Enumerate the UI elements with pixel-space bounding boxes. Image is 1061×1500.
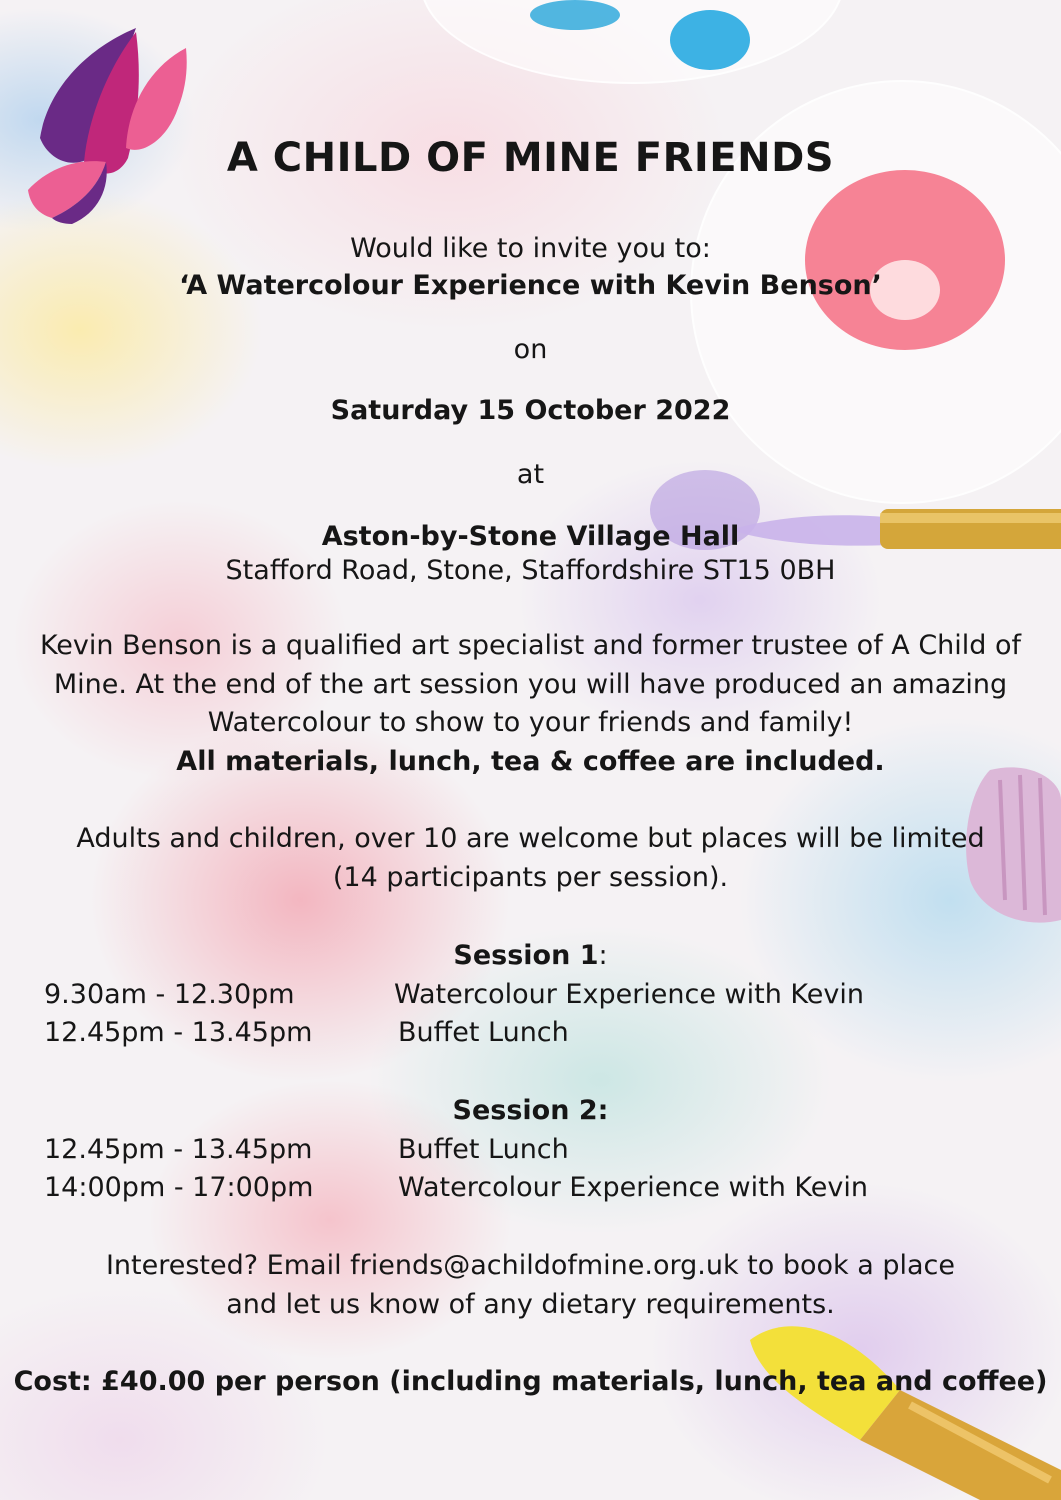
event-name: ‘A Watercolour Experience with Kevin Benson’ [179,270,882,301]
on-word: on [513,334,548,365]
cost-line: Cost: £40.00 per person (including materials, lunch, tea and coffee) [13,1366,1048,1397]
schedule-activity: Buffet Lunch [398,1017,569,1048]
description-line: Watercolour to show to your friends and family! [207,707,854,738]
description-line: Kevin Benson is a qualified art specialist and former trustee of A Child of [39,630,1022,661]
contact-line: and let us know of any dietary requirements. [226,1289,835,1320]
venue-address: Stafford Road, Stone, Staffordshire ST15 0BH [225,555,836,586]
schedule-time: 14:00pm - 17:00pm [44,1172,314,1203]
description-line: Mine. At the end of the art session you will have produced an amazing [53,669,1008,700]
inclusions-note: All materials, lunch, tea & coffee are included. [176,746,885,777]
eligibility-line: Adults and children, over 10 are welcome but places will be limited [76,823,985,854]
schedule-activity: Watercolour Experience with Kevin [398,1172,868,1203]
session-2-heading: Session 2: [452,1095,609,1126]
page-title: A CHILD OF MINE FRIENDS [226,135,835,181]
invite-line: Would like to invite you to: [350,233,711,264]
event-date: Saturday 15 October 2022 [330,395,731,426]
schedule-activity: Buffet Lunch [398,1134,569,1165]
schedule-time: 12.45pm - 13.45pm [44,1134,313,1165]
session-1-colon: : [598,940,608,971]
schedule-time: 12.45pm - 13.45pm [44,1017,313,1048]
schedule-activity: Watercolour Experience with Kevin [394,979,864,1010]
at-word: at [516,459,545,490]
venue-name: Aston-by-Stone Village Hall [321,521,740,552]
contact-line: Interested? Email friends@achildofmine.org.uk to book a place [105,1250,956,1281]
eligibility-line: (14 participants per session). [332,862,729,893]
session-1-title: Session 1 [453,940,599,971]
schedule-time: 9.30am - 12.30pm [44,979,295,1010]
session-1-heading [0,937,1061,975]
